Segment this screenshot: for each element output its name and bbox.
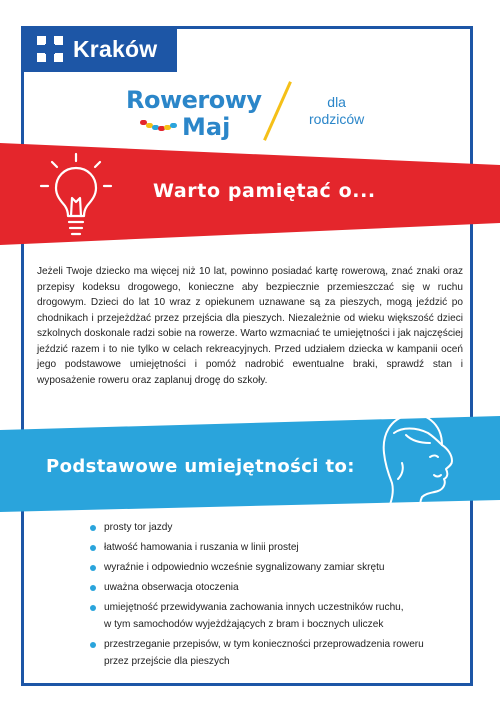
reminder-section-title: Warto pamiętać o... [153,180,376,202]
event-logo-line2: Maj [182,113,231,141]
skills-list [90,519,460,673]
list-item: przestrzeganie przepisów, w tym konieczności przeprowadzenia roweru przez przejście dla pieszych [90,636,460,670]
child-head-icon [372,405,468,515]
city-logo-text: Kraków [73,35,158,62]
list-item: uważna obserwacja otoczenia [90,579,460,596]
audience-line2: rodziców [309,111,365,127]
lightbulb-icon [38,152,114,238]
rowerowy-maj-logo [126,86,262,146]
list-item: łatwość hamowania i ruszania w linii prostej [90,539,460,556]
event-logo-line1: Rowerowy [126,86,262,114]
list-item: prosty tor jazdy [90,519,460,536]
reminder-paragraph: Jeżeli Twoje dziecko ma więcej niż 10 lat, powinno posiadać kartę rowerową, znać znaki oraz przepisy kodeksu drogowego, konieczne aby bezpiecznie przemieszczać się w ruchu drogowym. Dzieci do lat 10 wraz z opiekunem uznawane są za pieszych, mogą jeździć po chodnikach i przejeżdżać przez przejścia dla pieszych. Niezależnie od wieku większość dzieci szkolnych doskonale radzi sobie na rowerze. Warto wzmacniać te umiejętności i jak najczęściej jeździć razem i to nie tylko w celach rekreacyjnych. Przed udziałem dziecka w kampanii oceń jego podstawowe umiejętności i pomóż nadrobić ewentualne braki, sprawdź stan i wyposażenie roweru oraz zaplanuj drogę do szkoły. [37,266,463,386]
list-item: umiejętność przewidywania zachowania innych uczestników ruchu, w tym samochodów wyjeżdżających z bram i bocznych uliczek [90,599,460,633]
skills-section-title: Podstawowe umiejętności to: [46,456,355,477]
krakow-logo [21,26,177,72]
krakow-logo-mark-icon [37,36,63,62]
list-item: wyraźnie i odpowiednio wcześnie sygnalizowany zamiar skrętu [90,559,460,576]
audience-line1: dla [327,94,346,110]
bike-chain-icon [140,116,180,132]
audience-label [309,94,364,128]
